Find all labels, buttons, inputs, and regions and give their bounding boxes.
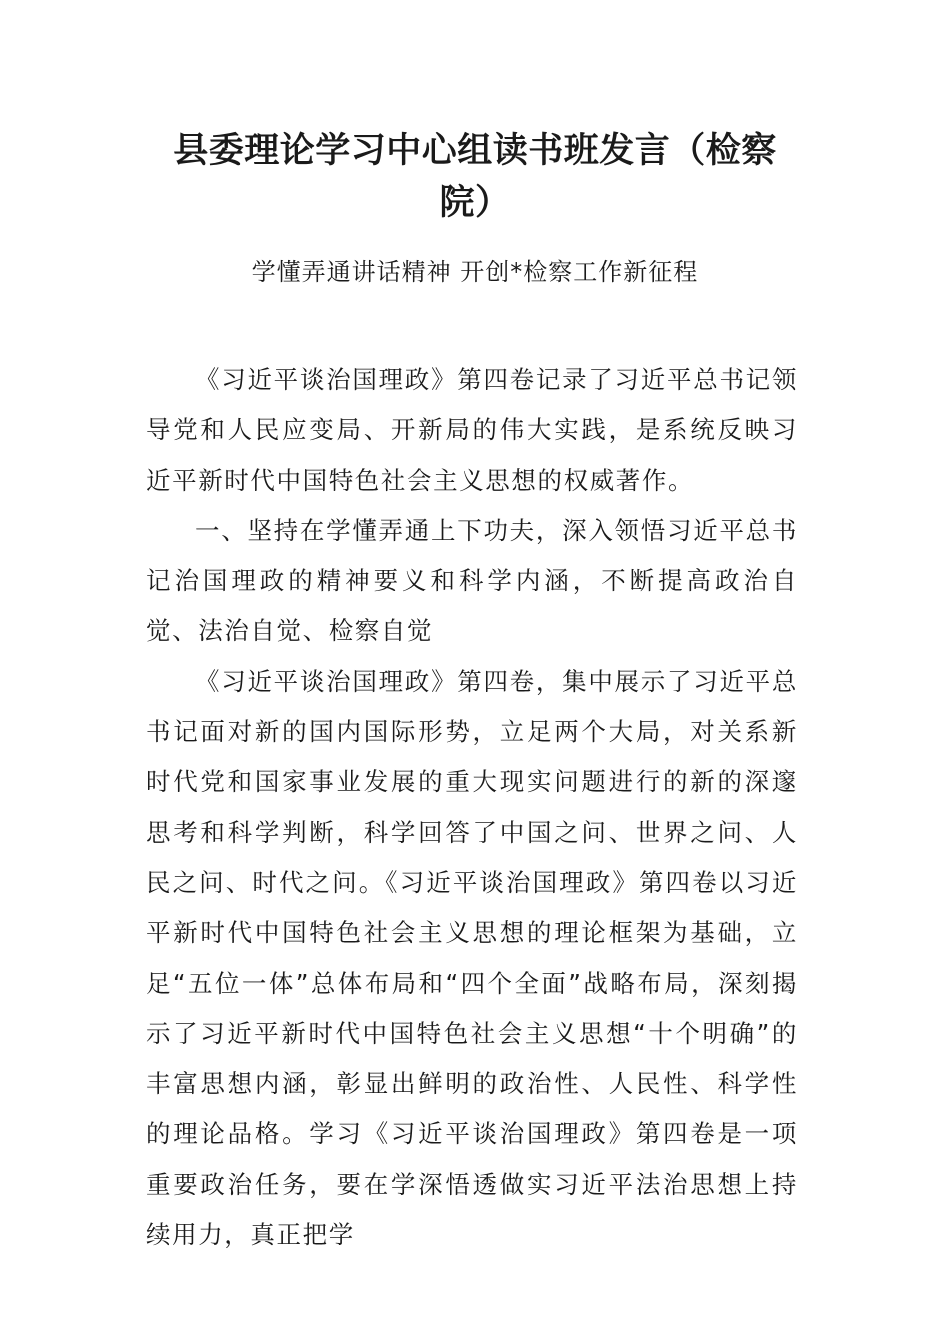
document-subtitle: 学懂弄通讲话精神 开创*检察工作新征程 [251, 258, 699, 286]
document-body [146, 355, 798, 1260]
paragraph-intro: 《习近平谈治国理政》第四卷记录了习近平总书记领导党和人民应变局、开新局的伟大实践，是系统反映习近平新时代中国特色社会主义思想的权威著作。 [146, 365, 798, 495]
paragraph-section-heading: 一、坚持在学懂弄通上下功夫，深入领悟习近平总书记治国理政的精神要义和科学内涵，不断提高政治自觉、法治自觉、检察自觉 [146, 515, 798, 646]
document-title: 县委理论学习中心组读书班发言（检察院） [173, 130, 777, 223]
paragraph-main: 《习近平谈治国理政》第四卷，集中展示了习近平总书记面对新的国内国际形势，立足两个大局，对关系新时代党和国家事业发展的重大现实问题进行的新的深邃思考和科学判断，科学回答了中国之问、世界之问、人民之问、时代之问。《习近平谈治国理政》第四卷以习近平新时代中国特色社会主义思想的理论框架为基础，立足“五位一体”总体布局和“四个全面”战略布局，深刻揭示了习近平新时代中国特色社会主义思想“十个明确”的丰富思想内涵，彰显出鲜明的政治性、人民性、科学性的理论品格。学习《习近平谈治国理政》第四卷是一项重要政治任务，要在学深悟透做实习近平法治思想上持续用力，真正把学 [146, 666, 798, 1250]
